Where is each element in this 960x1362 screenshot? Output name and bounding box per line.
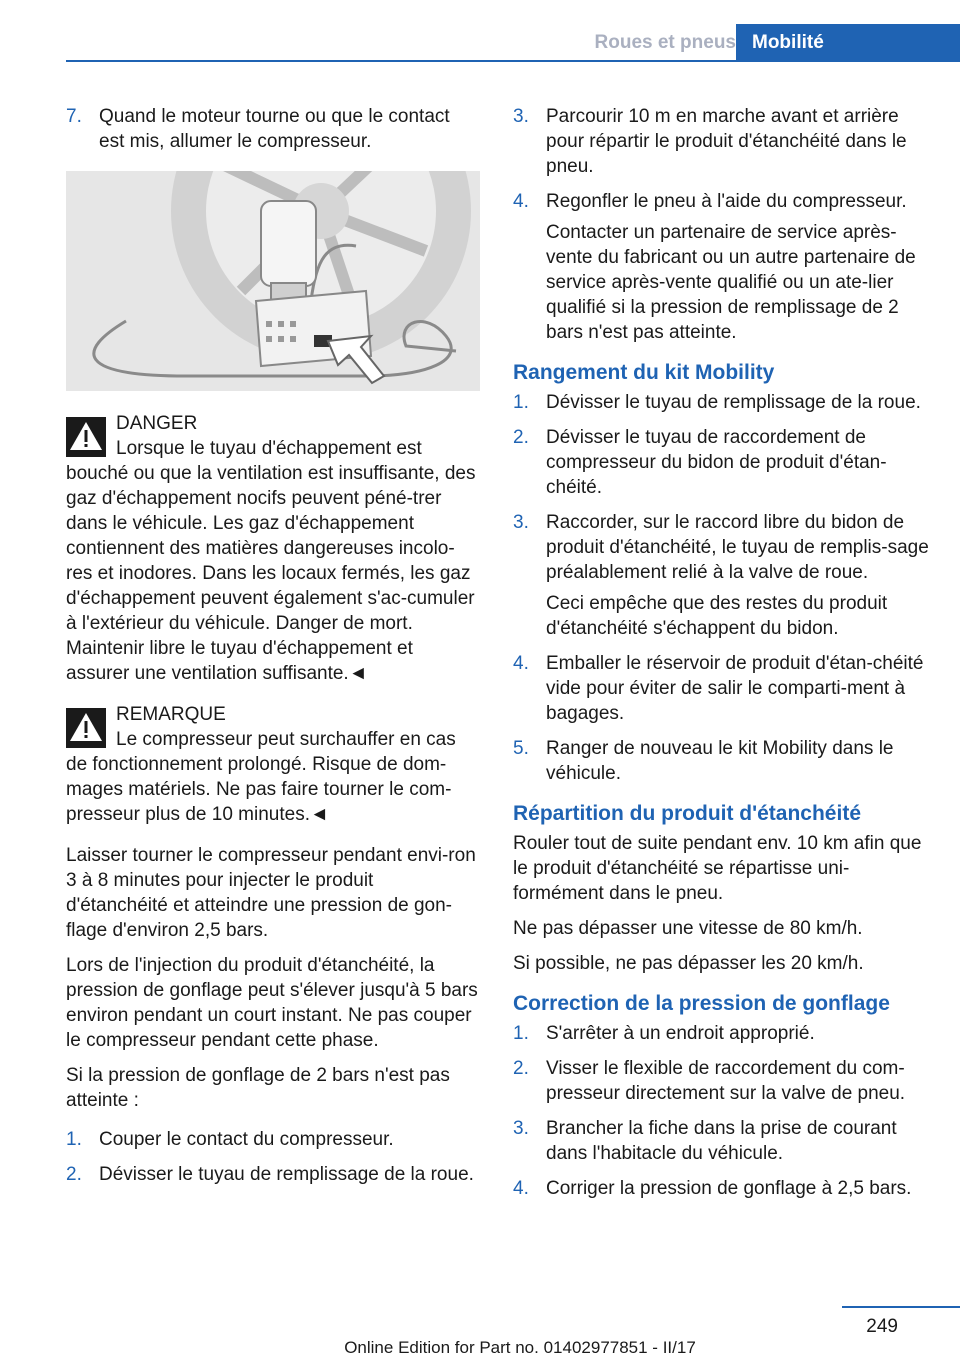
storage-step-1 <box>513 390 929 415</box>
step-number: 1. <box>513 1023 529 1044</box>
step-text: Emballer le réservoir de produit d'étan-chéité vide pour éviter de salir le comparti-ment à bagages. <box>546 653 924 724</box>
step-text: Dévisser le tuyau de remplissage de la roue. <box>99 1164 474 1185</box>
storage-step-3 <box>513 510 929 585</box>
tab-roues-et-pneus[interactable]: Roues et pneus <box>594 32 736 53</box>
heading-distribution: Répartition du produit d'étanchéité <box>513 802 861 825</box>
note-lead: Le compresseur peut surchauffer en cas <box>116 729 456 750</box>
storage-step-4 <box>513 651 929 726</box>
left-column <box>66 104 480 1197</box>
danger-warning <box>66 411 480 686</box>
paragraph-max-speed: Ne pas dépasser une vitesse de 80 km/h. <box>513 918 863 939</box>
step-number: 7. <box>66 106 82 127</box>
warning-triangle-icon <box>66 417 106 457</box>
step-1 <box>66 1127 480 1152</box>
step-text: Ranger de nouveau le kit Mobility dans le véhicule. <box>546 738 894 784</box>
step-number: 4. <box>513 191 529 212</box>
edition-notice: Online Edition for Part no. 01402977851 - II/17 <box>344 1338 696 1357</box>
page-number: 249 <box>866 1316 898 1337</box>
step-text: Visser le flexible de raccordement du com-presseur directement sur la valve de pneu. <box>546 1058 906 1104</box>
correction-step-4 <box>513 1176 929 1201</box>
step-text: Raccorder, sur le raccord libre du bidon de produit d'étanchéité, le tuyau de remplis-sage préalablement relié à la valve de roue. <box>546 512 929 583</box>
step-text: Regonfler le pneu à l'aide du compresseur. <box>546 191 907 212</box>
paragraph-min-speed: Si possible, ne pas dépasser les 20 km/h. <box>513 953 864 974</box>
step-text: Dévisser le tuyau de remplissage de la roue. <box>546 392 921 413</box>
note-warning <box>66 702 480 827</box>
warning-triangle-icon <box>66 708 106 748</box>
step-text: Corriger la pression de gonflage à 2,5 bars. <box>546 1178 912 1199</box>
page-header <box>66 24 960 62</box>
compressor-illustration <box>66 171 480 391</box>
step-number: 4. <box>513 653 529 674</box>
step-number: 3. <box>513 106 529 127</box>
paragraph-drive-10km: Rouler tout de suite pendant env. 10 km afin que le produit d'étanchéité se répartisse uni-formément dans le pneu. <box>513 833 922 904</box>
step-number: 1. <box>513 392 529 413</box>
correction-step-3 <box>513 1116 929 1166</box>
danger-title: DANGER <box>116 413 198 434</box>
tab-mobilite[interactable]: Mobilité <box>736 24 960 62</box>
step-number: 2. <box>513 427 529 448</box>
danger-lead: Lorsque le tuyau d'échappement est <box>116 438 422 459</box>
step-7 <box>66 104 480 154</box>
step-text: Couper le contact du compresseur. <box>99 1129 394 1150</box>
step-4-note: Contacter un partenaire de service après-vente du fabricant ou un autre partenaire de service après-vente qualifié ou un ate-lier qualifié si la pression de remplissage de 2 bars n'est pas atteinte. <box>546 222 916 343</box>
heading-correction: Correction de la pression de gonflage <box>513 992 890 1015</box>
step-text: Quand le moteur tourne ou que le contact est mis, allumer le compresseur. <box>99 106 450 152</box>
step-number: 5. <box>513 738 529 759</box>
step-text: Brancher la fiche dans la prise de courant dans l'habitacle du véhicule. <box>546 1118 897 1164</box>
note-text: de fonctionnement prolongé. Risque de dom-mages matériels. Ne pas faire tourner le com-presseur plus de 10 minutes.◄ <box>66 754 452 825</box>
step-number: 3. <box>513 512 529 533</box>
storage-step-3-note: Ceci empêche que des restes du produit d'étanchéité s'échappent du bidon. <box>546 593 888 639</box>
paragraph-pressure-not-reached: Si la pression de gonflage de 2 bars n'est pas atteinte : <box>66 1065 450 1111</box>
step-number: 2. <box>513 1058 529 1079</box>
note-title: REMARQUE <box>116 704 226 725</box>
right-column <box>513 104 929 1211</box>
storage-step-5 <box>513 736 929 786</box>
step-number: 4. <box>513 1178 529 1199</box>
storage-step-2 <box>513 425 929 500</box>
heading-storage: Rangement du kit Mobility <box>513 361 775 384</box>
correction-step-2 <box>513 1056 929 1106</box>
step-2 <box>66 1162 480 1187</box>
step-text: Dévisser le tuyau de raccordement de compresseur du bidon de produit d'étan-chéité. <box>546 427 887 498</box>
header-rule <box>66 60 960 62</box>
step-number: 3. <box>513 1118 529 1139</box>
step-text: S'arrêter à un endroit approprié. <box>546 1023 815 1044</box>
step-4 <box>513 189 929 214</box>
step-number: 1. <box>66 1129 82 1150</box>
paragraph-run-compressor: Laisser tourner le compresseur pendant envi-ron 3 à 8 minutes pour injecter le produit d'étanchéité et atteindre une pression de gon-flage d'environ 2,5 bars. <box>66 845 476 941</box>
step-number: 2. <box>66 1164 82 1185</box>
correction-step-1 <box>513 1021 929 1046</box>
step-3 <box>513 104 929 179</box>
compressor-drawing <box>66 171 480 391</box>
footer-rule <box>842 1306 960 1308</box>
danger-text: bouché ou que la ventilation est insuffisante, des gaz d'échappement nocifs peuvent péné-trer dans le véhicule. Les gaz d'échappement contiennent des matières dangereuses incolo-res et inodores. Dans les locaux fermés, les gaz d'échappement peuvent également s'ac-cumuler à l'extérieur du véhicule. Danger de mort. Maintenir libre le tuyau d'échappement et assurer une ventilation suffisante.◄ <box>66 463 476 684</box>
paragraph-pressure-peak: Lors de l'injection du produit d'étanchéité, la pression de gonflage peut s'élever jusqu'à 5 bars environ pendant un court instant. Ne pas couper le compresseur pendant cette phase. <box>66 955 478 1051</box>
step-text: Parcourir 10 m en marche avant et arrière pour répartir le produit d'étanchéité dans le pneu. <box>546 106 907 177</box>
